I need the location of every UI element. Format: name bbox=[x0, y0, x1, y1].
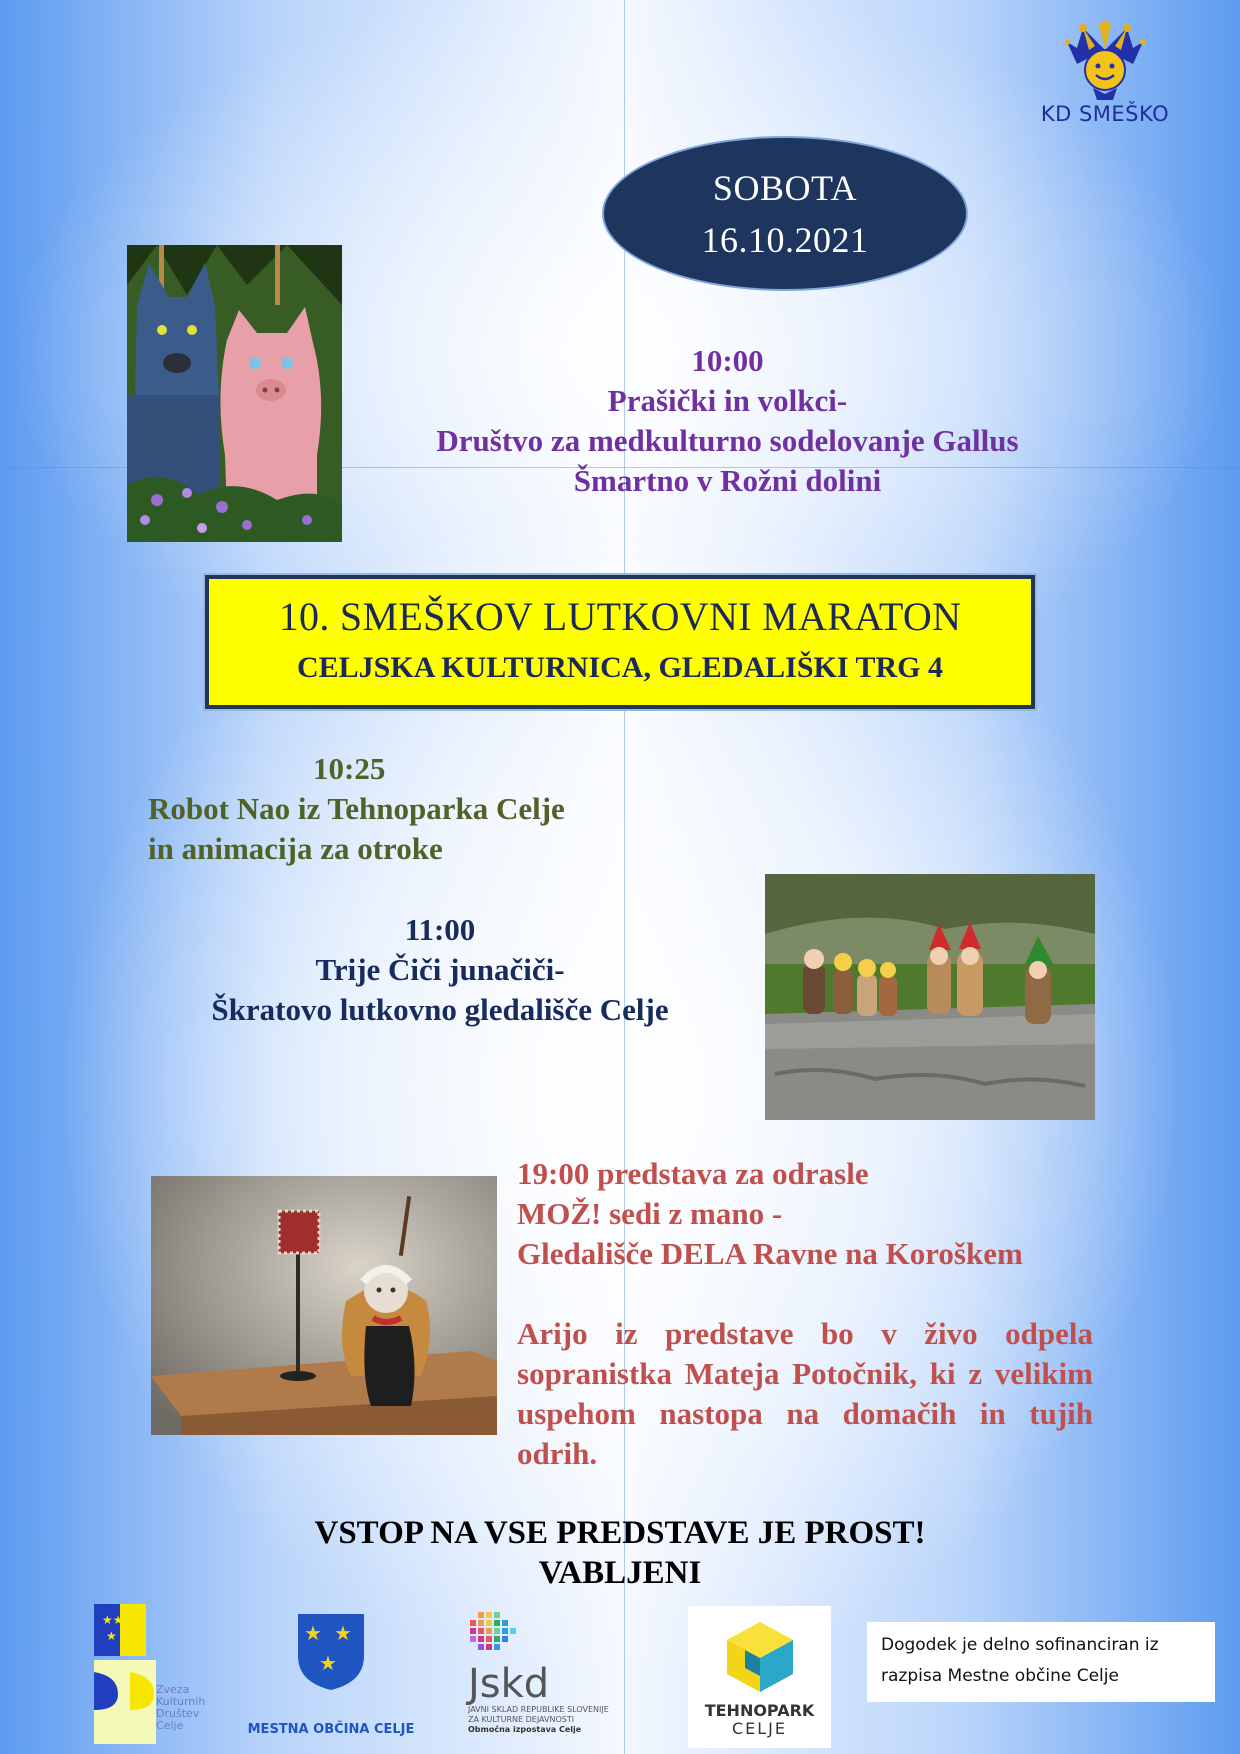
event-2-time: 10:25 bbox=[313, 751, 386, 786]
date-oval bbox=[602, 136, 968, 291]
date-label: 16.10.2021 bbox=[701, 219, 869, 260]
event-4-line2: MOŽ! sedi z mano - bbox=[517, 1196, 783, 1231]
event-3-group: Škratovo lutkovno gledališče Celje bbox=[211, 992, 669, 1027]
event-3-title: Trije Čiči junačiči- bbox=[315, 952, 565, 987]
event-4 bbox=[517, 1154, 1093, 1474]
funding-note: Dogodek je delno sofinanciran iz razpisa Mestne občine Celje bbox=[867, 1622, 1215, 1702]
marathon-banner bbox=[205, 575, 1035, 709]
moc-text: MESTNA OBČINA CELJE bbox=[247, 1722, 415, 1737]
event-3 bbox=[160, 910, 720, 1030]
jskd-line1: JAVNI SKLAD REPUBLIKE SLOVENIJE bbox=[468, 1705, 609, 1714]
event-4-line3: Gledališče DELA Ravne na Koroškem bbox=[517, 1236, 1023, 1271]
wolf-pig-puppets-photo bbox=[127, 245, 342, 542]
svg-text:★: ★ bbox=[304, 1623, 322, 1645]
svg-text:★★: ★★ bbox=[102, 1613, 124, 1627]
banner-venue: CELJSKA KULTURNICA, GLEDALIŠKI TRG 4 bbox=[296, 651, 943, 684]
guide-line-vertical bbox=[624, 0, 625, 1754]
jskd-line3: Območna izpostava Celje bbox=[468, 1725, 582, 1734]
jester-smiley-icon bbox=[1065, 20, 1145, 100]
celje-coat-of-arms-icon bbox=[296, 1612, 366, 1692]
zkd-text-4: Celje bbox=[156, 1719, 184, 1732]
zkd-celje-logo bbox=[90, 1602, 220, 1748]
tehnopark-logo bbox=[688, 1606, 831, 1748]
zkd-text-2: Kulturnih bbox=[156, 1695, 206, 1708]
cube-icon bbox=[725, 1620, 795, 1694]
closing-message bbox=[240, 1513, 1000, 1593]
event-1-group: Društvo za medkulturno sodelovanje Gallus bbox=[436, 423, 1019, 458]
jskd-logo bbox=[468, 1612, 638, 1752]
free-entry-text: VSTOP NA VSE PREDSTAVE JE PROST! bbox=[314, 1515, 926, 1551]
svg-text:★: ★ bbox=[319, 1653, 337, 1675]
event-2-line1: Robot Nao iz Tehnoparka Celje bbox=[148, 791, 565, 826]
svg-text:★: ★ bbox=[106, 1629, 117, 1643]
zkd-text-1: Zveza bbox=[156, 1683, 190, 1696]
event-2-line2: in animacija za otroke bbox=[148, 831, 443, 866]
event-3-time: 11:00 bbox=[404, 912, 476, 947]
event-4-line1: 19:00 predstava za odrasle bbox=[517, 1156, 869, 1191]
tehnopark-line2: CELJE bbox=[731, 1719, 788, 1738]
pixel-grid-icon bbox=[468, 1612, 518, 1660]
event-1 bbox=[360, 341, 1095, 501]
moc-logo bbox=[246, 1612, 416, 1752]
kd-smesko-logo bbox=[1030, 20, 1180, 140]
jskd-name: Jskd bbox=[468, 1661, 550, 1707]
tehnopark-line1: TEHNOPARK bbox=[704, 1701, 815, 1720]
old-man-puppet-photo bbox=[151, 1176, 497, 1435]
event-1-title: Prašički in volkci- bbox=[607, 383, 848, 418]
welcome-text: VABLJENI bbox=[538, 1555, 702, 1591]
banner-title: 10. SMEŠKOV LUTKOVNI MARATON bbox=[278, 594, 962, 639]
event-1-place: Šmartno v Rožni dolini bbox=[573, 463, 882, 498]
day-label: SOBOTA bbox=[712, 167, 858, 208]
event-1-time: 10:00 bbox=[691, 343, 764, 378]
event-4-note: Arijo iz predstave bo v živo odpela sopranistka Mateja Potočnik, ki z velikim uspehom nastopa na domačih in tujih odrih. bbox=[517, 1316, 1093, 1471]
svg-text:★: ★ bbox=[334, 1623, 352, 1645]
zkd-text-3: Društev bbox=[156, 1707, 200, 1720]
event-2 bbox=[148, 749, 565, 869]
logo-text: KD SMEŠKO bbox=[1040, 102, 1170, 126]
dwarf-puppets-photo bbox=[765, 874, 1095, 1120]
jskd-line2: ZA KULTURNE DEJAVNOSTI bbox=[468, 1715, 575, 1724]
